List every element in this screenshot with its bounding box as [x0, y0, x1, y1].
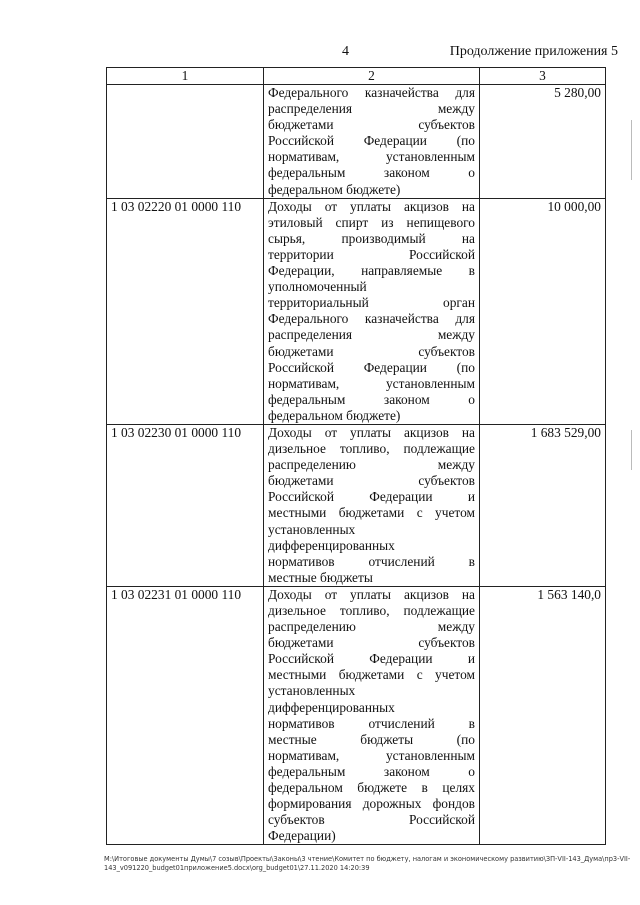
description-line: дизельное топливо, подлежащие: [268, 441, 475, 457]
table-row: [107, 586, 606, 845]
description-line: Федерации): [268, 828, 336, 844]
file-path-footer: [104, 855, 631, 873]
column-number-row: [107, 68, 606, 85]
amount-cell: 1 563 140,0: [480, 586, 606, 845]
amount-cell: 10 000,00: [480, 198, 606, 424]
description-line: Российской Федерации (по: [268, 359, 475, 375]
description-line: нормативам, установленным: [268, 375, 475, 391]
budget-table: [106, 67, 606, 845]
description-line: местные бюджеты: [268, 569, 373, 585]
column-number-2: 2: [264, 68, 480, 85]
description-line: федеральном бюджете): [268, 181, 401, 197]
scan-edge-mark: [631, 430, 632, 470]
description-line: Российской Федерации и: [268, 489, 475, 505]
description-line: федеральном бюджете): [268, 407, 401, 423]
amount-cell: 1 683 529,00: [480, 424, 606, 586]
description-line: формирования дорожных фондов: [268, 796, 475, 812]
description-line: местными бюджетами с учетом: [268, 667, 475, 683]
income-description-cell: [264, 198, 480, 424]
description-line: субъектов Российской: [268, 812, 475, 828]
description-line: федеральном бюджете в целях: [268, 780, 475, 796]
description-line: этиловый спирт из непищевого: [268, 214, 475, 230]
description-line: территории Российской: [268, 246, 475, 262]
table-row: [107, 198, 606, 424]
description-line: нормативов отчислений в: [268, 715, 475, 731]
description-line: Федерального казначейства для: [268, 311, 475, 327]
description-line: дизельное топливо, подлежащие: [268, 603, 475, 618]
table-row: [107, 424, 606, 586]
description-line: распределения между: [268, 327, 475, 343]
income-description-cell: [264, 85, 480, 199]
description-line: федеральным законом о: [268, 391, 475, 407]
description-line: Российской Федерации и: [268, 651, 475, 667]
description-line: Доходы от уплаты акцизов на: [268, 424, 475, 440]
description-line: дифференцированных: [268, 537, 395, 553]
description-line: распределению между: [268, 619, 475, 635]
scan-edge-mark: [631, 120, 632, 180]
description-line: установленных: [268, 521, 356, 537]
amount-cell: 5 280,00: [480, 85, 606, 199]
budget-code-cell: [107, 85, 264, 199]
file-path-line-1: М:\Итоговые документы Думы\7 созыв\Проекты\Законы\3 чтение\Комитет по бюджету, налогам и экономическому развитию\ЗП-VII-143_Дума\пр3-VII-: [104, 855, 631, 863]
description-line: бюджетами субъектов: [268, 343, 475, 359]
page-number: 4: [342, 44, 349, 59]
description-line: территориальный орган: [268, 295, 475, 311]
budget-code-cell: 1 03 02230 01 0000 110: [107, 424, 264, 586]
description-line: Федерального казначейства для: [268, 85, 475, 100]
budget-code-cell: 1 03 02220 01 0000 110: [107, 198, 264, 424]
description-line: федеральным законом о: [268, 763, 475, 779]
description-line: бюджетами субъектов: [268, 635, 475, 651]
description-line: местными бюджетами с учетом: [268, 505, 475, 521]
description-line: нормативам, установленным: [268, 149, 475, 165]
description-line: дифференцированных: [268, 699, 395, 715]
description-line: распределению между: [268, 457, 475, 473]
file-path-line-2: 143_v091220_budget01приложение5.docx\org_budget01\27.11.2020 14:20:39: [104, 864, 370, 872]
description-line: бюджетами субъектов: [268, 117, 475, 133]
description-line: распределения между: [268, 101, 475, 117]
income-description-cell: [264, 586, 480, 845]
description-line: Доходы от уплаты акцизов на: [268, 586, 475, 602]
description-line: нормативам, установленным: [268, 747, 475, 763]
table-row: [107, 85, 606, 199]
continuation-label: Продолжение приложения 5: [449, 44, 618, 59]
description-line: Российской Федерации (по: [268, 133, 475, 149]
description-line: бюджетами субъектов: [268, 473, 475, 489]
income-description-cell: [264, 424, 480, 586]
description-line: нормативов отчислений в: [268, 553, 475, 569]
column-number-1: 1: [107, 68, 264, 85]
description-line: сырья, производимый на: [268, 230, 475, 246]
column-number-3: 3: [480, 68, 606, 85]
description-line: Доходы от уплаты акцизов на: [268, 198, 475, 214]
description-line: Федерации, направляемые в: [268, 263, 475, 279]
description-line: федеральным законом о: [268, 165, 475, 181]
description-line: местные бюджеты (по: [268, 731, 475, 747]
budget-code-cell: 1 03 02231 01 0000 110: [107, 586, 264, 845]
description-line: уполномоченный: [268, 279, 367, 295]
description-line: установленных: [268, 683, 356, 699]
